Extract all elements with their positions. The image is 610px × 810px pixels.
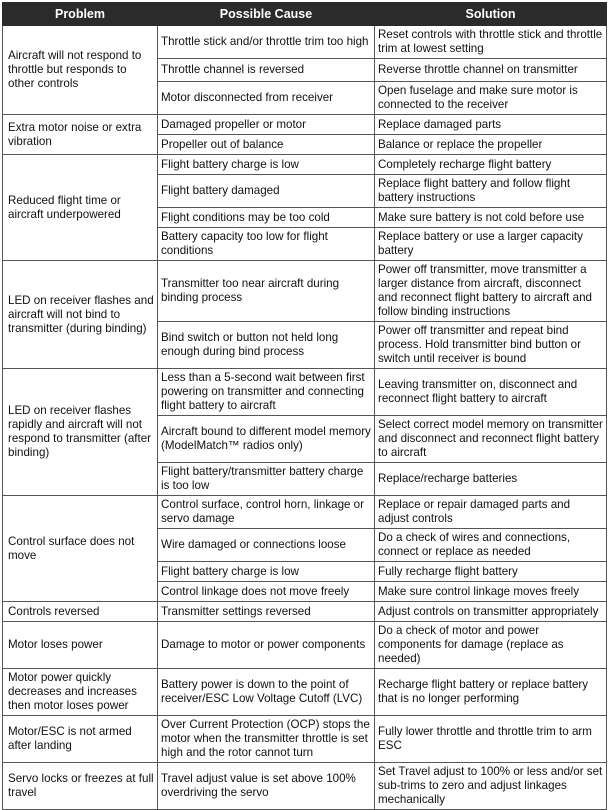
- solution-cell: Reset controls with throttle stick and throttle trim at lowest setting: [375, 26, 607, 59]
- solution-cell: Fully recharge flight battery: [375, 562, 607, 582]
- cause-cell: Throttle channel is reversed: [158, 59, 375, 82]
- table-row: [3, 763, 607, 810]
- cause-cell: Flight battery charge is low: [158, 155, 375, 175]
- table-row: [3, 716, 607, 763]
- solution-cell: Balance or replace the propeller: [375, 135, 607, 155]
- table-row: [3, 155, 607, 175]
- problem-cell: Reduced flight time or aircraft underpowered: [3, 155, 158, 261]
- problem-cell: LED on receiver flashes rapidly and aircraft will not respond to transmitter (after binding): [3, 369, 158, 496]
- problem-cell: Controls reversed: [3, 602, 158, 622]
- problem-cell: Motor/ESC is not armed after landing: [3, 716, 158, 763]
- cause-cell: Over Current Protection (OCP) stops the motor when the transmitter throttle is set high and the rotor cannot turn: [158, 716, 375, 763]
- problem-cell: Extra motor noise or extra vibration: [3, 115, 158, 155]
- cause-cell: Bind switch or button not held long enough during bind process: [158, 322, 375, 369]
- table-header-row: [3, 3, 607, 26]
- solution-cell: Replace/recharge batteries: [375, 463, 607, 496]
- column-header-cause: Possible Cause: [158, 3, 375, 26]
- cause-cell: Wire damaged or connections loose: [158, 529, 375, 562]
- cause-cell: Damage to motor or power components: [158, 622, 375, 669]
- table-body: [3, 26, 607, 810]
- table-row: [3, 669, 607, 716]
- table-row: [3, 602, 607, 622]
- solution-cell: Replace flight battery and follow flight battery instructions: [375, 175, 607, 208]
- solution-cell: Do a check of motor and power components for damage (replace as needed): [375, 622, 607, 669]
- solution-cell: Leaving transmitter on, disconnect and reconnect flight battery to aircraft: [375, 369, 607, 416]
- cause-cell: Battery capacity too low for flight conditions: [158, 228, 375, 261]
- problem-cell: Aircraft will not respond to throttle but responds to other controls: [3, 26, 158, 115]
- solution-cell: Fully lower throttle and throttle trim to arm ESC: [375, 716, 607, 763]
- cause-cell: Flight battery charge is low: [158, 562, 375, 582]
- solution-cell: Make sure control linkage moves freely: [375, 582, 607, 602]
- solution-cell: Do a check of wires and connections, connect or replace as needed: [375, 529, 607, 562]
- problem-cell: Servo locks or freezes at full travel: [3, 763, 158, 810]
- cause-cell: Propeller out of balance: [158, 135, 375, 155]
- cause-cell: Flight conditions may be too cold: [158, 208, 375, 228]
- cause-cell: Transmitter too near aircraft during binding process: [158, 261, 375, 322]
- column-header-solution: Solution: [375, 3, 607, 26]
- solution-cell: Set Travel adjust to 100% or less and/or set sub-trims to zero and adjust linkages mechanically: [375, 763, 607, 810]
- table-row: [3, 369, 607, 416]
- troubleshooting-table: [2, 2, 607, 810]
- solution-cell: Adjust controls on transmitter appropriately: [375, 602, 607, 622]
- solution-cell: Power off transmitter, move transmitter a larger distance from aircraft, disconnect and reconnect flight battery to aircraft and follow binding instructions: [375, 261, 607, 322]
- solution-cell: Completely recharge flight battery: [375, 155, 607, 175]
- solution-cell: Replace or repair damaged parts and adjust controls: [375, 496, 607, 529]
- column-header-problem: Problem: [3, 3, 158, 26]
- table-row: [3, 261, 607, 322]
- table-row: [3, 496, 607, 529]
- solution-cell: Make sure battery is not cold before use: [375, 208, 607, 228]
- table-row: [3, 26, 607, 59]
- problem-cell: Control surface does not move: [3, 496, 158, 602]
- cause-cell: Control surface, control horn, linkage or servo damage: [158, 496, 375, 529]
- solution-cell: Power off transmitter and repeat bind process. Hold transmitter bind button or switch until receiver is bound: [375, 322, 607, 369]
- solution-cell: Replace battery or use a larger capacity battery: [375, 228, 607, 261]
- solution-cell: Open fuselage and make sure motor is connected to the receiver: [375, 82, 607, 115]
- cause-cell: Throttle stick and/or throttle trim too high: [158, 26, 375, 59]
- solution-cell: Reverse throttle channel on transmitter: [375, 59, 607, 82]
- cause-cell: Motor disconnected from receiver: [158, 82, 375, 115]
- cause-cell: Battery power is down to the point of receiver/ESC Low Voltage Cutoff (LVC): [158, 669, 375, 716]
- table-row: [3, 622, 607, 669]
- cause-cell: Flight battery damaged: [158, 175, 375, 208]
- cause-cell: Less than a 5-second wait between first powering on transmitter and connecting flight battery to aircraft: [158, 369, 375, 416]
- troubleshooting-guide: [2, 2, 607, 810]
- cause-cell: Travel adjust value is set above 100% overdriving the servo: [158, 763, 375, 810]
- solution-cell: Select correct model memory on transmitter and disconnect and reconnect flight battery to aircraft: [375, 416, 607, 463]
- solution-cell: Replace damaged parts: [375, 115, 607, 135]
- cause-cell: Transmitter settings reversed: [158, 602, 375, 622]
- cause-cell: Aircraft bound to different model memory (ModelMatch™ radios only): [158, 416, 375, 463]
- cause-cell: Control linkage does not move freely: [158, 582, 375, 602]
- problem-cell: Motor loses power: [3, 622, 158, 669]
- table-row: [3, 115, 607, 135]
- cause-cell: Flight battery/transmitter battery charge is too low: [158, 463, 375, 496]
- cause-cell: Damaged propeller or motor: [158, 115, 375, 135]
- problem-cell: LED on receiver flashes and aircraft will not bind to transmitter (during binding): [3, 261, 158, 369]
- problem-cell: Motor power quickly decreases and increases then motor loses power: [3, 669, 158, 716]
- solution-cell: Recharge flight battery or replace battery that is no longer performing: [375, 669, 607, 716]
